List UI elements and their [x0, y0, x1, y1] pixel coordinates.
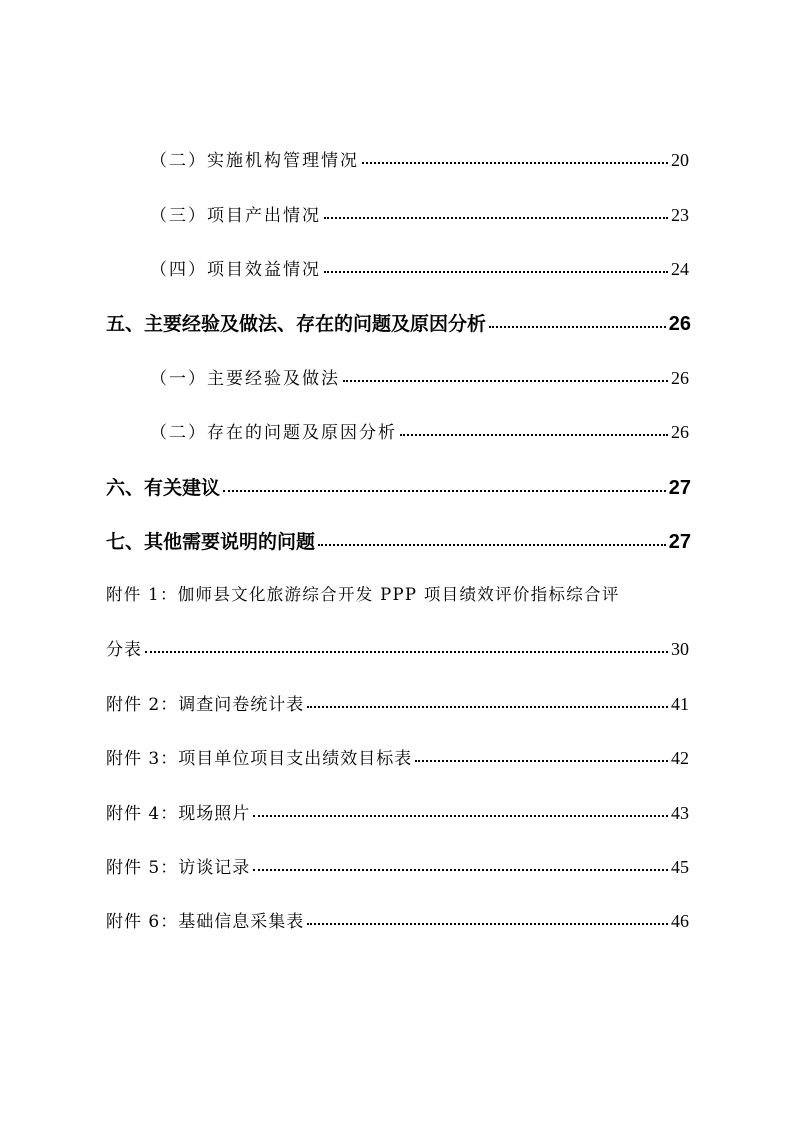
toc-entry-label-line2: 分表: [106, 640, 142, 660]
toc-leader-dots: [489, 326, 666, 328]
toc-entry[interactable]: [150, 260, 689, 279]
toc-entry-label-line1: 附件 1：伽师县文化旅游综合开发 PPP 项目绩效评价指标综合评: [106, 585, 620, 604]
toc-entry-label: 附件 2：调查问卷统计表: [106, 695, 305, 715]
toc-entry[interactable]: [106, 912, 689, 931]
toc-entry-page: 23: [671, 205, 689, 225]
toc-entry-label: 附件 5：访谈记录: [106, 858, 251, 878]
toc-entry[interactable]: [150, 423, 689, 442]
toc-entry-page: 41: [671, 694, 689, 714]
toc-entry[interactable]: [106, 749, 689, 768]
toc-entry-page: 20: [671, 150, 689, 170]
toc-entry-page: 26: [668, 313, 691, 335]
toc-entry[interactable]: [106, 804, 689, 823]
toc-entry-page: 42: [671, 748, 689, 768]
toc-entry-page: 26: [671, 368, 689, 388]
toc-leader-dots: [415, 760, 668, 762]
toc-entry-label: （二）实施机构管理情况: [150, 151, 359, 171]
toc-entry-page: 43: [671, 803, 689, 823]
toc-entry[interactable]: [106, 858, 689, 877]
toc-leader-dots: [324, 271, 668, 273]
toc-entry-continuation[interactable]: [106, 640, 689, 659]
toc-entry-page: 26: [671, 422, 689, 442]
toc-entry[interactable]: [106, 587, 689, 604]
toc-entry-page: 27: [668, 477, 691, 499]
toc-entry[interactable]: [106, 478, 691, 498]
toc-leader-dots: [318, 544, 666, 546]
toc-leader-dots: [343, 380, 668, 382]
toc-entry-label: （三）项目产出情况: [150, 206, 321, 226]
toc-leader-dots: [307, 923, 668, 925]
toc-entry-label: 六、有关建议: [106, 477, 221, 499]
toc-entry-page: 27: [668, 531, 691, 553]
toc-entry-label: （二）存在的问题及原因分析: [150, 423, 397, 443]
toc-leader-dots: [145, 651, 668, 653]
toc-entry-page: 24: [671, 259, 689, 279]
toc-entry-label: 附件 6：基础信息采集表: [106, 912, 305, 932]
toc-entry-page: 30: [671, 639, 689, 659]
toc-entry[interactable]: [106, 532, 691, 552]
toc-leader-dots: [253, 869, 668, 871]
toc-leader-dots: [362, 162, 668, 164]
toc-entry[interactable]: [106, 314, 691, 334]
toc-entry-label: 附件 4：现场照片: [106, 804, 251, 824]
toc-leader-dots: [223, 490, 666, 492]
toc-entry-label: 附件 3：项目单位项目支出绩效目标表: [106, 749, 413, 769]
toc-leader-dots: [253, 815, 668, 817]
toc-entry-page: 45: [671, 857, 689, 877]
toc-entry[interactable]: [150, 151, 689, 170]
toc-entry[interactable]: [150, 206, 689, 225]
toc-entry-label: 七、其他需要说明的问题: [106, 531, 316, 553]
toc-leader-dots: [307, 706, 668, 708]
toc-entry-label: （一）主要经验及做法: [150, 369, 340, 389]
toc-leader-dots: [324, 217, 668, 219]
toc-entry[interactable]: [106, 695, 689, 714]
toc-leader-dots: [400, 434, 668, 436]
toc-entry-label: （四）项目效益情况: [150, 260, 321, 280]
toc-entry[interactable]: [150, 369, 689, 388]
toc-entry-page: 46: [671, 911, 689, 931]
toc-entry-label: 五、主要经验及做法、存在的问题及原因分析: [106, 313, 487, 335]
